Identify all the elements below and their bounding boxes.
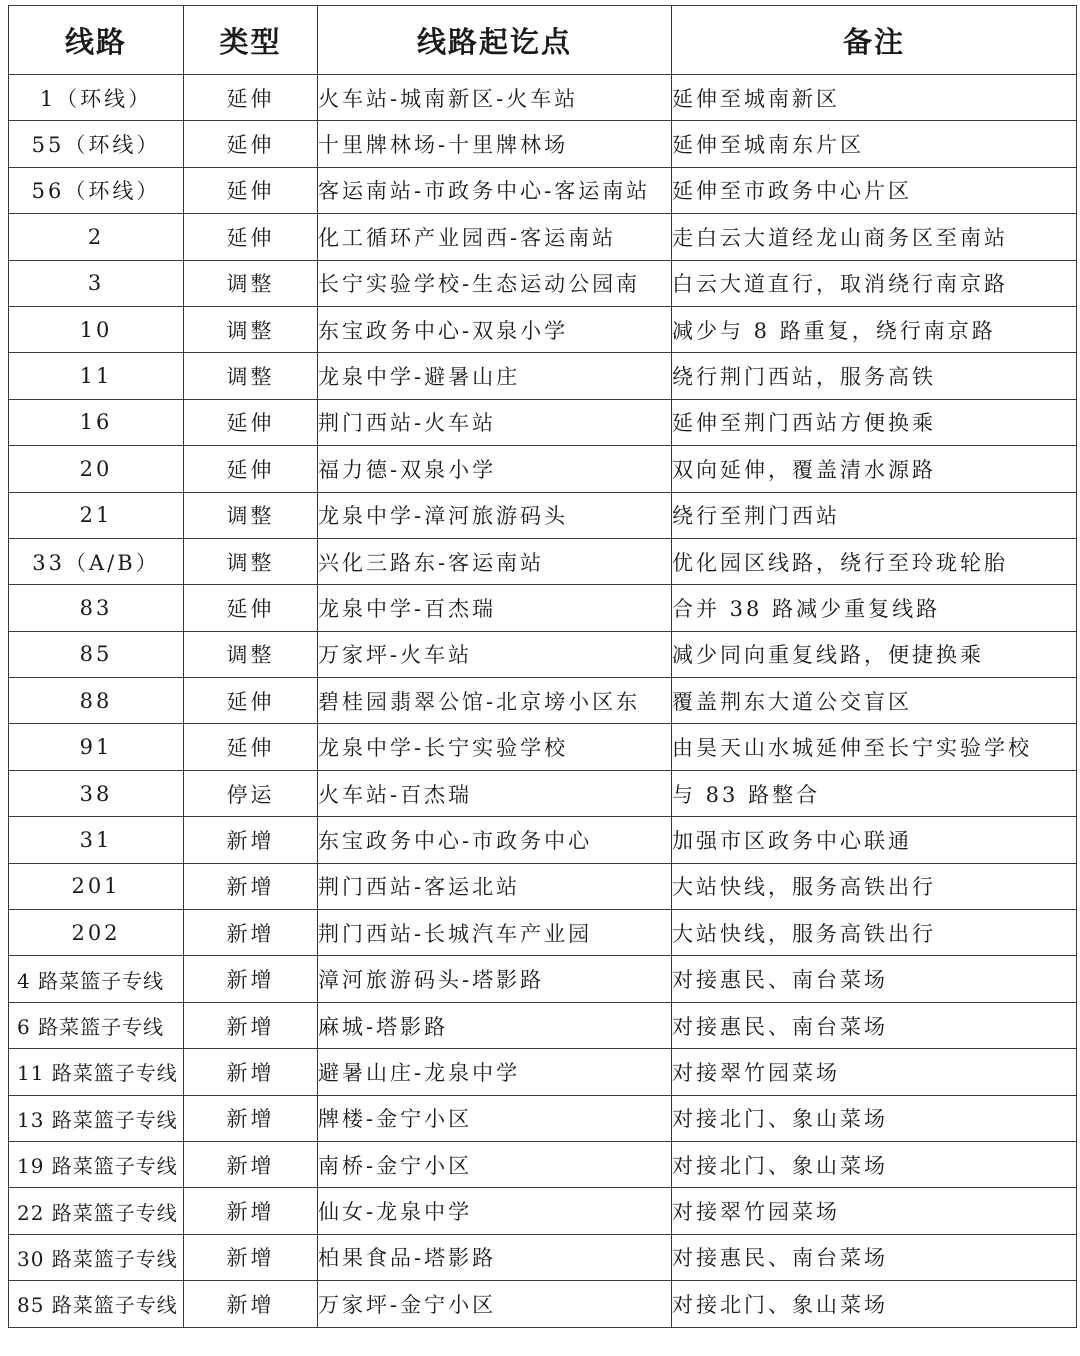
stops-cell: 龙泉中学-百杰瑞 (318, 585, 672, 631)
table-row (9, 1234, 1077, 1280)
type-cell: 新增 (184, 956, 318, 1002)
note-cell: 白云大道直行，取消绕行南京路 (672, 260, 1077, 306)
route-cell: 11 (9, 353, 184, 399)
stops-cell: 龙泉中学-长宁实验学校 (318, 724, 672, 770)
stops-cell: 仙女-龙泉中学 (318, 1188, 672, 1234)
route-cell: 202 (9, 910, 184, 956)
table-header (9, 6, 1077, 75)
type-cell: 停运 (184, 770, 318, 816)
table-row (9, 863, 1077, 909)
route-cell: 91 (9, 724, 184, 770)
route-cell: 1（环线） (9, 75, 184, 121)
note-cell: 延伸至荆门西站方便换乘 (672, 399, 1077, 445)
note-cell: 加强市区政务中心联通 (672, 817, 1077, 863)
note-cell: 对接北门、象山菜场 (672, 1281, 1077, 1327)
table-row (9, 817, 1077, 863)
note-cell: 绕行荆门西站，服务高铁 (672, 353, 1077, 399)
route-cell: 33（A/B） (9, 538, 184, 584)
type-cell: 延伸 (184, 214, 318, 260)
type-cell: 新增 (184, 1002, 318, 1048)
type-cell: 新增 (184, 1095, 318, 1141)
table-row (9, 1049, 1077, 1095)
stops-cell: 东宝政务中心-市政务中心 (318, 817, 672, 863)
table-row (9, 1002, 1077, 1048)
type-cell: 调整 (184, 492, 318, 538)
route-cell: 30 路菜篮子专线 (9, 1234, 184, 1280)
type-cell: 延伸 (184, 399, 318, 445)
table-row (9, 353, 1077, 399)
type-cell: 新增 (184, 1281, 318, 1327)
note-cell: 减少同向重复线路，便捷换乘 (672, 631, 1077, 677)
table-row (9, 1188, 1077, 1234)
table-row (9, 1095, 1077, 1141)
route-cell: 83 (9, 585, 184, 631)
stops-cell: 牌楼-金宁小区 (318, 1095, 672, 1141)
type-cell: 新增 (184, 1049, 318, 1095)
note-cell: 大站快线，服务高铁出行 (672, 910, 1077, 956)
stops-cell: 万家坪-火车站 (318, 631, 672, 677)
header-type: 类型 (184, 6, 318, 75)
table-row (9, 631, 1077, 677)
note-cell: 走白云大道经龙山商务区至南站 (672, 214, 1077, 260)
route-cell: 6 路菜篮子专线 (9, 1002, 184, 1048)
table-row (9, 724, 1077, 770)
stops-cell: 碧桂园翡翠公馆-北京塝小区东 (318, 678, 672, 724)
route-cell: 201 (9, 863, 184, 909)
stops-cell: 福力德-双泉小学 (318, 446, 672, 492)
note-cell: 与 83 路整合 (672, 770, 1077, 816)
route-cell: 19 路菜篮子专线 (9, 1141, 184, 1187)
type-cell: 调整 (184, 631, 318, 677)
table-row (9, 167, 1077, 213)
note-cell: 延伸至城南新区 (672, 75, 1077, 121)
stops-cell: 龙泉中学-漳河旅游码头 (318, 492, 672, 538)
type-cell: 延伸 (184, 724, 318, 770)
stops-cell: 荆门西站-客运北站 (318, 863, 672, 909)
table-row (9, 121, 1077, 167)
stops-cell: 避暑山庄-龙泉中学 (318, 1049, 672, 1095)
stops-cell: 麻城-塔影路 (318, 1002, 672, 1048)
stops-cell: 兴化三路东-客运南站 (318, 538, 672, 584)
note-cell: 延伸至市政务中心片区 (672, 167, 1077, 213)
type-cell: 新增 (184, 1141, 318, 1187)
note-cell: 对接翠竹园菜场 (672, 1049, 1077, 1095)
note-cell: 延伸至城南东片区 (672, 121, 1077, 167)
route-cell: 56（环线） (9, 167, 184, 213)
stops-cell: 东宝政务中心-双泉小学 (318, 306, 672, 352)
route-cell: 88 (9, 678, 184, 724)
stops-cell: 万家坪-金宁小区 (318, 1281, 672, 1327)
table-row (9, 678, 1077, 724)
note-cell: 对接惠民、南台菜场 (672, 1002, 1077, 1048)
header-note: 备注 (672, 6, 1077, 75)
table-row (9, 585, 1077, 631)
type-cell: 延伸 (184, 167, 318, 213)
route-cell: 4 路菜篮子专线 (9, 956, 184, 1002)
route-cell: 10 (9, 306, 184, 352)
type-cell: 延伸 (184, 585, 318, 631)
type-cell: 延伸 (184, 75, 318, 121)
table-row (9, 1141, 1077, 1187)
table-row (9, 956, 1077, 1002)
type-cell: 调整 (184, 353, 318, 399)
header-row (9, 6, 1077, 75)
note-cell: 双向延伸，覆盖清水源路 (672, 446, 1077, 492)
note-cell: 减少与 8 路重复，绕行南京路 (672, 306, 1077, 352)
route-cell: 13 路菜篮子专线 (9, 1095, 184, 1141)
stops-cell: 柏果食品-塔影路 (318, 1234, 672, 1280)
stops-cell: 龙泉中学-避暑山庄 (318, 353, 672, 399)
table-row (9, 260, 1077, 306)
stops-cell: 荆门西站-火车站 (318, 399, 672, 445)
type-cell: 新增 (184, 1188, 318, 1234)
stops-cell: 客运南站-市政务中心-客运南站 (318, 167, 672, 213)
stops-cell: 南桥-金宁小区 (318, 1141, 672, 1187)
bus-route-table (8, 5, 1077, 1328)
type-cell: 调整 (184, 538, 318, 584)
type-cell: 延伸 (184, 678, 318, 724)
header-route: 线路 (9, 6, 184, 75)
note-cell: 对接北门、象山菜场 (672, 1095, 1077, 1141)
type-cell: 延伸 (184, 446, 318, 492)
note-cell: 合并 38 路减少重复线路 (672, 585, 1077, 631)
type-cell: 新增 (184, 817, 318, 863)
note-cell: 优化园区线路，绕行至玲珑轮胎 (672, 538, 1077, 584)
note-cell: 对接惠民、南台菜场 (672, 956, 1077, 1002)
note-cell: 对接翠竹园菜场 (672, 1188, 1077, 1234)
table-row (9, 75, 1077, 121)
table-row (9, 538, 1077, 584)
stops-cell: 火车站-百杰瑞 (318, 770, 672, 816)
table-row (9, 1281, 1077, 1327)
header-stops: 线路起讫点 (318, 6, 672, 75)
stops-cell: 十里牌林场-十里牌林场 (318, 121, 672, 167)
route-cell: 22 路菜篮子专线 (9, 1188, 184, 1234)
table-body (9, 75, 1077, 1328)
route-cell: 85 (9, 631, 184, 677)
stops-cell: 荆门西站-长城汽车产业园 (318, 910, 672, 956)
type-cell: 新增 (184, 910, 318, 956)
note-cell: 绕行至荆门西站 (672, 492, 1077, 538)
type-cell: 调整 (184, 260, 318, 306)
note-cell: 由昊天山水城延伸至长宁实验学校 (672, 724, 1077, 770)
table-row (9, 910, 1077, 956)
route-cell: 3 (9, 260, 184, 306)
note-cell: 大站快线，服务高铁出行 (672, 863, 1077, 909)
route-cell: 11 路菜篮子专线 (9, 1049, 184, 1095)
stops-cell: 长宁实验学校-生态运动公园南 (318, 260, 672, 306)
route-cell: 55（环线） (9, 121, 184, 167)
stops-cell: 化工循环产业园西-客运南站 (318, 214, 672, 260)
table-row (9, 446, 1077, 492)
route-cell: 31 (9, 817, 184, 863)
stops-cell: 漳河旅游码头-塔影路 (318, 956, 672, 1002)
table-row (9, 770, 1077, 816)
note-cell: 对接北门、象山菜场 (672, 1141, 1077, 1187)
note-cell: 覆盖荆东大道公交盲区 (672, 678, 1077, 724)
type-cell: 新增 (184, 863, 318, 909)
type-cell: 延伸 (184, 121, 318, 167)
route-cell: 85 路菜篮子专线 (9, 1281, 184, 1327)
route-cell: 38 (9, 770, 184, 816)
route-cell: 2 (9, 214, 184, 260)
route-cell: 16 (9, 399, 184, 445)
note-cell: 对接惠民、南台菜场 (672, 1234, 1077, 1280)
route-cell: 21 (9, 492, 184, 538)
type-cell: 新增 (184, 1234, 318, 1280)
table-row (9, 306, 1077, 352)
stops-cell: 火车站-城南新区-火车站 (318, 75, 672, 121)
route-cell: 20 (9, 446, 184, 492)
table-row (9, 214, 1077, 260)
type-cell: 调整 (184, 306, 318, 352)
table-row (9, 492, 1077, 538)
table-row (9, 399, 1077, 445)
